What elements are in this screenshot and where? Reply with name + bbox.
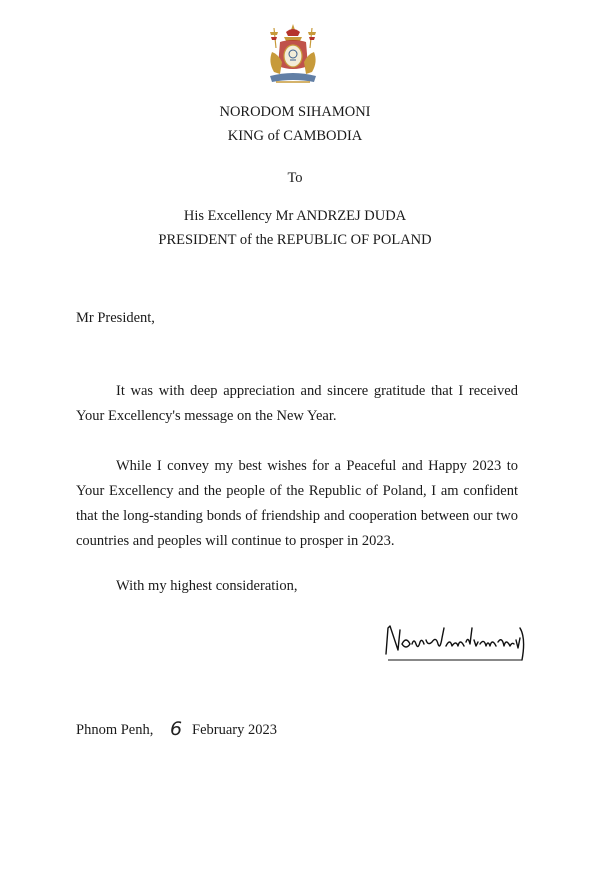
salutation: Mr President, [76, 310, 155, 326]
dateline-day-handwritten: 6 [170, 718, 183, 740]
royal-arms-of-cambodia-icon [262, 22, 324, 88]
dateline-place: Phnom Penh, [76, 722, 154, 738]
addressee-line-2: PRESIDENT of the REPUBLIC OF POLAND [158, 232, 432, 248]
letterhead-name: NORODOM SIHAMONI [219, 104, 371, 120]
paragraph-1: It was with deep appreciation and sincere gratitude that I received Your Excellency's message on the New Year. [76, 383, 518, 424]
closing: With my highest consideration, [116, 578, 298, 594]
signature [380, 616, 530, 668]
letterhead-title: KING of CAMBODIA [227, 128, 363, 144]
addressee-line-1: His Excellency Mr ANDRZEJ DUDA [183, 208, 407, 224]
dateline-month-year: February 2023 [192, 722, 277, 738]
addressee-to: To [287, 170, 303, 186]
paragraph-2: While I convey my best wishes for a Peaceful and Happy 2023 to Your Excellency and the people of the Republic of Poland, I am confident that the long-standing bonds of friendship and cooperation between our two countries and peoples will continue to prosper in 2023. [76, 458, 518, 549]
